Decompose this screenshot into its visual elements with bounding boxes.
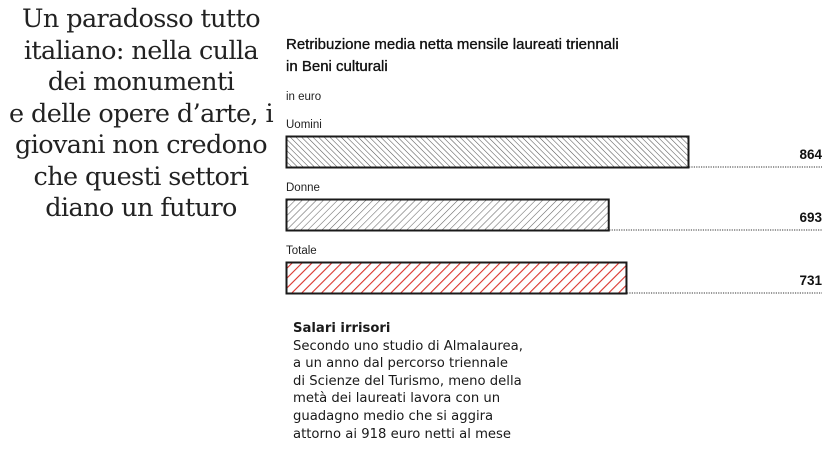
note-line: metà dei laureati lavora con un: [293, 391, 501, 407]
bar-totale: [287, 263, 627, 294]
category-label-donne: Donne: [286, 182, 320, 194]
category-label-uomini: Uomini: [286, 119, 322, 131]
note-line: a un anno dal percorso triennale: [293, 356, 508, 372]
bar-uomini: [287, 137, 689, 168]
quote-line: diano un futuro: [45, 193, 237, 223]
note-title: Salari irrisori: [293, 321, 391, 336]
note-line: attorno ai 918 euro netti al mese: [293, 426, 512, 442]
chart-title-line: Retribuzione media netta mensile laureati triennali: [286, 36, 619, 53]
note-line: guadagno medio che si aggira: [293, 408, 494, 424]
note-line: di Scienze del Turismo, meno della: [293, 373, 522, 389]
sidebar-note: [293, 320, 593, 443]
category-label-totale: Totale: [286, 245, 317, 257]
quote-line: Un paradosso tutto: [22, 4, 260, 34]
quote-line: e delle opere d’arte, i: [9, 98, 273, 129]
note-line: Secondo uno studio di Almalaurea,: [293, 338, 523, 354]
value-label-totale: 731: [799, 273, 822, 288]
chart-title-line: in Beni culturali: [286, 58, 388, 75]
quote-line: italiano: nella culla: [23, 35, 259, 66]
chart-unit-label: in euro: [286, 91, 322, 103]
quote-line: dei monumenti: [47, 67, 235, 97]
bar-donne: [287, 200, 609, 231]
value-label-uomini: 864: [799, 147, 822, 162]
quote-line: che questi settori: [33, 161, 249, 192]
value-label-donne: 693: [799, 210, 822, 225]
quote-line: giovani non credono: [14, 130, 268, 160]
